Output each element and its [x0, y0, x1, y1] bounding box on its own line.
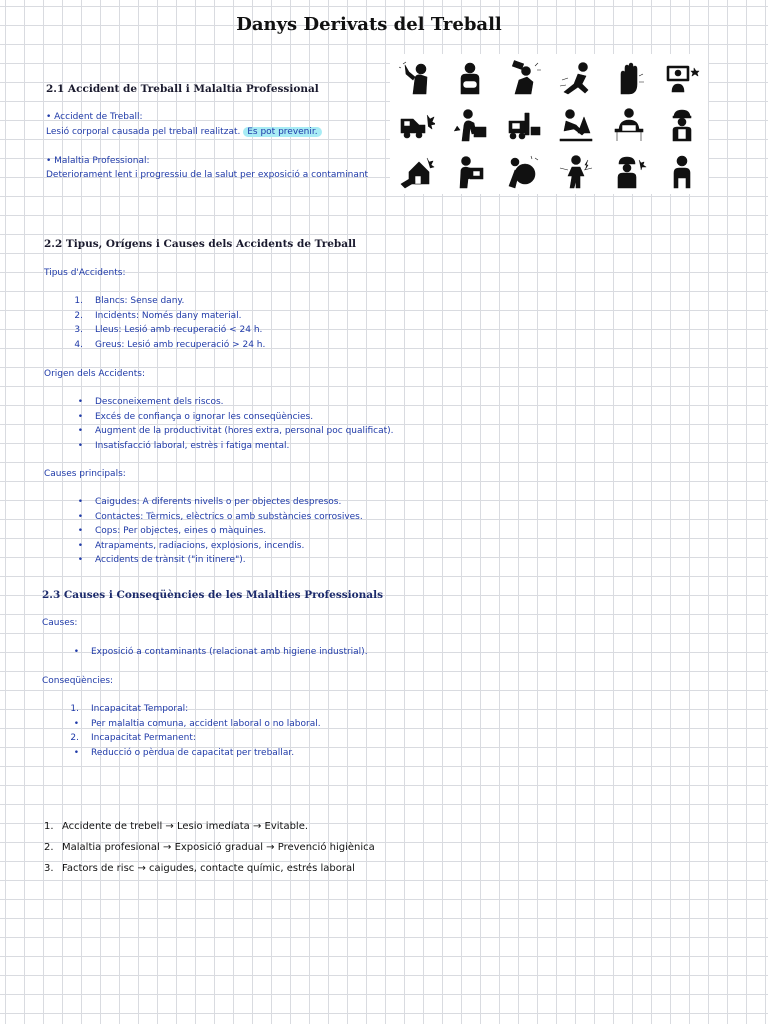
- causes-principals-label: Causes principals:: [44, 469, 126, 479]
- list-item-text: Exposició a contaminants (relacionat amb higiene industrial).: [91, 647, 368, 657]
- standing-worker-icon: [655, 148, 708, 195]
- accident-definition: [46, 125, 368, 140]
- list-marker: 1.: [44, 821, 54, 832]
- stop-hand-icon: [602, 54, 655, 101]
- hazard-icon-grid: [390, 54, 708, 194]
- list-item-text: Accidents de trànsit ("in itinere").: [95, 555, 246, 565]
- list-item-text: Incapacitat Permanent:: [91, 733, 196, 743]
- list-item-text: Reducció o pèrdua de capacitat per treballar.: [91, 747, 295, 758]
- house-fire-icon: [390, 148, 443, 195]
- desk-worker-icon: [602, 101, 655, 148]
- list-marker: 3.: [74, 325, 83, 335]
- lifting-box-icon: [443, 148, 496, 195]
- accident-label: • Accident de Treball:: [46, 112, 143, 122]
- list-marker: •: [77, 440, 83, 451]
- list-marker: 2.: [70, 733, 79, 743]
- list-item: [77, 553, 363, 568]
- falling-object-icon: [496, 54, 549, 101]
- section-2-1-body: [46, 110, 368, 183]
- mp-causes-label: Causes:: [42, 618, 78, 628]
- list-item: [70, 702, 321, 717]
- mp-causes-list: [73, 645, 368, 660]
- list-item-text: Factors de risc → caigudes, contacte químic, estrés laboral: [62, 863, 355, 874]
- list-item-text: Greus: Lesió amb recuperació > 24 h.: [95, 339, 266, 350]
- list-marker: •: [73, 718, 79, 729]
- list-item: [74, 323, 265, 338]
- page-title: Danys Derivats del Treball: [236, 14, 502, 35]
- heavy-load-icon: [496, 148, 549, 195]
- forklift-icon: [496, 101, 549, 148]
- list-item: [77, 524, 363, 539]
- tipus-list: [74, 294, 266, 352]
- summary-list: [44, 816, 375, 879]
- list-item-text: Per malaltia comuna, accident laboral o no laboral.: [91, 718, 321, 729]
- worker-helmet-icon: [655, 101, 708, 148]
- origen-list: [77, 395, 394, 453]
- list-marker: 1.: [70, 704, 79, 714]
- list-item: [74, 294, 265, 309]
- list-item-text: Lleus: Lesió amb recuperació < 24 h.: [95, 325, 263, 335]
- summary-item: [44, 816, 375, 837]
- list-item: [74, 338, 266, 353]
- carrying-box-icon: [443, 101, 496, 148]
- list-item-text: Accidente de trebell → Lesio imediata → Evitable.: [62, 821, 309, 832]
- list-item: [77, 410, 394, 425]
- slip-fall-icon: [549, 54, 602, 101]
- list-marker: •: [77, 397, 83, 407]
- summary-item: [44, 837, 375, 858]
- conseq-list: [70, 702, 321, 760]
- list-marker: 2.: [74, 310, 83, 321]
- list-marker: 4.: [74, 339, 83, 350]
- list-marker: 3.: [44, 863, 54, 874]
- list-item-text: Desconeixement dels riscos.: [95, 397, 224, 407]
- list-marker: •: [77, 526, 83, 536]
- list-item-text: Insatisfacció laboral, estrès i fatiga mental.: [95, 440, 290, 451]
- list-item-text: Incidents: Només dany material.: [95, 310, 242, 321]
- list-item: [77, 439, 394, 454]
- list-item-text: Cops: Per objectes, eines o màquines.: [95, 526, 267, 536]
- highlighted-text: Es pot prevenir.: [243, 127, 321, 137]
- list-item-text: Atrapaments, radiacions, explosions, incendis.: [95, 540, 305, 551]
- injured-hand-icon: [390, 54, 443, 101]
- list-marker: 1.: [74, 296, 83, 306]
- list-marker: •: [77, 411, 83, 422]
- origen-label: Origen dels Accidents:: [44, 369, 145, 379]
- list-item-text: Contactes: Tèrmics, elèctrics o amb substàncies corrosives.: [95, 511, 363, 522]
- list-item: [70, 731, 321, 746]
- list-marker: 2.: [44, 842, 54, 853]
- list-marker: •: [77, 426, 83, 436]
- list-item-text: Malaltia profesional → Exposició gradual → Prevenció higiènica: [62, 842, 375, 853]
- list-item: [73, 746, 321, 761]
- tipus-label: Tipus d'Accidents:: [44, 268, 126, 278]
- wet-floor-fall-icon: [549, 101, 602, 148]
- list-item-text: Incapacitat Temporal:: [91, 704, 189, 714]
- list-item-text: Caigudes: A diferents nivells o per objectes despresos.: [95, 497, 342, 507]
- accident-text: Lesió corporal causada pel treball realitzat.: [46, 126, 241, 137]
- list-marker: •: [73, 747, 79, 758]
- list-item: [77, 395, 394, 410]
- list-marker: •: [73, 647, 79, 657]
- list-marker: •: [77, 511, 83, 522]
- helmet-impact-icon: [602, 148, 655, 195]
- computer-worker-icon: [655, 54, 708, 101]
- list-item: [74, 309, 265, 324]
- malaltia-label: • Malaltia Professional:: [46, 155, 150, 166]
- list-item-text: Blancs: Sense dany.: [95, 296, 185, 306]
- list-marker: •: [77, 555, 83, 565]
- list-item-text: Augment de la productivitat (hores extra, personal poc qualificat).: [95, 426, 394, 436]
- list-item: [77, 510, 363, 525]
- section-2-2-heading: 2.2 Tipus, Orígens i Causes dels Accidents de Treball: [44, 238, 357, 250]
- electric-shock-icon: [549, 148, 602, 195]
- worker-arm-sling-icon: [443, 54, 496, 101]
- list-marker: •: [77, 497, 83, 507]
- list-item: [77, 495, 363, 510]
- section-2-1-heading: 2.1 Accident de Treball i Malaltia Professional: [46, 83, 319, 95]
- malaltia-text: Deteriorament lent i progressiu de la salut per exposició a contaminant: [46, 170, 369, 180]
- list-item: [77, 424, 394, 439]
- list-marker: •: [77, 540, 83, 551]
- summary-item: [44, 858, 375, 879]
- list-item: [73, 645, 368, 660]
- list-item-text: Excés de confiança o ignorar les conseqüències.: [95, 411, 314, 422]
- list-item: [77, 539, 363, 554]
- section-2-3-heading: 2.3 Causes i Conseqüències de les Malalties Professionals: [42, 589, 384, 601]
- vehicle-crash-icon: [390, 101, 443, 148]
- conseq-label: Conseqüències:: [42, 676, 114, 686]
- list-item: [73, 717, 321, 732]
- causes-list: [77, 495, 363, 568]
